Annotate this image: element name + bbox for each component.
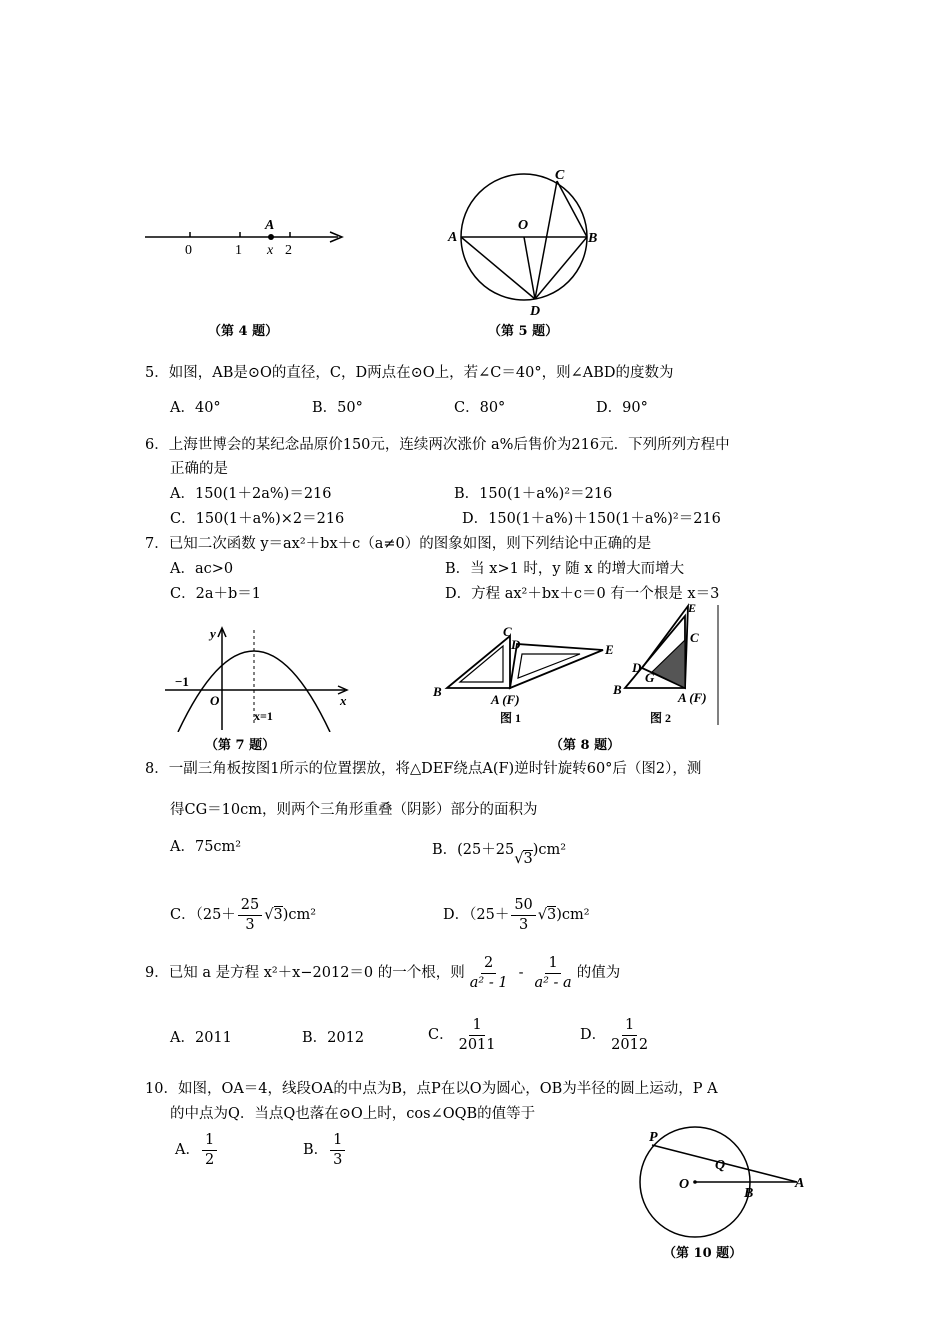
q9-c-numerator: 1	[469, 1018, 484, 1036]
q10-option-a	[175, 1133, 219, 1167]
q6-option-d: D．150(1＋a%)＋150(1＋a%)²＝216	[462, 511, 721, 527]
svg-text:C: C	[503, 624, 512, 639]
q6-option-c: C．150(1＋a%)×2＝216	[170, 511, 345, 527]
parabola-graph	[160, 620, 360, 732]
q8-stem-line2: 得CG＝10cm，则两个三角形重叠（阴影）部分的面积为	[170, 802, 538, 818]
figure-8-caption: （第 8 题）	[550, 738, 621, 753]
svg-text:A (F): A (F)	[678, 690, 707, 705]
q9-stem-prefix: 9．已知 a 是方程 x²＋x−2012＝0 的一个根，则	[145, 964, 465, 981]
q9-option-a: A．2011	[170, 1030, 232, 1046]
q8-d-denominator: 3	[518, 916, 529, 933]
q9-c-denominator: 2011	[458, 1036, 496, 1053]
q10-a-label: A．	[175, 1141, 200, 1158]
q7-stem: 7．已知二次函数 y＝ax²＋bx＋c（a≠0）的图象如图，则下列结论中正确的是	[145, 536, 652, 552]
triangle-boards-fig1	[425, 622, 620, 727]
q5-option-c: C．80°	[454, 400, 506, 416]
q10-b-fraction	[330, 1133, 345, 1167]
q9-minus: -	[518, 964, 524, 981]
svg-text:B: B	[433, 684, 442, 699]
svg-text:x=1: x=1	[254, 709, 273, 723]
circle-diagram	[445, 165, 605, 320]
q5-option-d: D．90°	[596, 400, 648, 416]
q9-fraction-1	[467, 956, 511, 990]
svg-text:E: E	[688, 601, 697, 615]
svg-text:P: P	[649, 1130, 658, 1145]
q8-c-denominator: 3	[245, 916, 255, 933]
svg-text:D: D	[511, 637, 521, 652]
svg-text:1: 1	[235, 243, 242, 258]
q9-c-label: C．	[428, 1026, 454, 1043]
q10-b-label: B．	[303, 1141, 329, 1158]
svg-text:O: O	[210, 693, 220, 708]
svg-text:x: x	[340, 693, 347, 708]
q8-option-d: D．（25＋ $\frac{50}{3}$ √3 )cm²	[443, 897, 590, 933]
triangle-boards-fig2	[610, 600, 725, 727]
q10-b-denominator: 3	[333, 1151, 343, 1168]
q8-stem-line1: 8．一副三角板按图1所示的位置摆放，将△DEF绕点A(F)逆时针旋转60°后（图2），测	[145, 761, 702, 777]
q7-option-c: C．2a＋b＝1	[170, 586, 261, 602]
q8-c-fraction	[238, 898, 262, 932]
svg-text:B: B	[613, 682, 622, 697]
q8-d-prefix: D．（25＋	[443, 906, 510, 923]
q9-d-denominator: 2012	[611, 1036, 649, 1053]
q9-f1-numerator: 2	[481, 956, 496, 974]
q9-f2-denominator: a² - a	[534, 974, 572, 991]
svg-text:2: 2	[285, 243, 292, 258]
figure-4	[140, 210, 360, 270]
q8-option-c: C．（25＋ $\frac{25}{3}$ √3 )cm²	[170, 897, 317, 933]
q9-option-b: B．2012	[302, 1030, 365, 1046]
figure-8-2	[610, 600, 725, 727]
q9-f2-numerator: 1	[545, 956, 560, 974]
q8-b-suffix: )cm²	[532, 842, 567, 858]
q8-c-radicand: 3	[273, 906, 283, 923]
q6-stem-line2: 正确的是	[170, 461, 228, 477]
q9-fraction-2	[531, 956, 574, 990]
q8-option-a: A．75cm²	[170, 839, 242, 855]
q8-b-radicand: 3	[523, 851, 533, 867]
svg-text:O: O	[679, 1177, 690, 1192]
figure-5-caption: （第 5 题）	[488, 324, 559, 339]
q10-a-fraction	[202, 1133, 217, 1167]
svg-text:D: D	[632, 660, 642, 675]
q10-a-denominator: 2	[204, 1151, 215, 1168]
q8-option-b: B．(25＋25√3)cm²	[432, 842, 567, 867]
q10-stem-line2: 的中点为Q．当点Q也落在⊙O上时，cos∠OQB的值等于	[170, 1106, 536, 1122]
q8-c-prefix: C．（25＋	[170, 906, 236, 923]
svg-text:0: 0	[185, 243, 192, 258]
svg-text:C: C	[690, 630, 699, 645]
svg-text:y: y	[210, 626, 216, 641]
svg-text:A: A	[448, 230, 458, 245]
figure-10-caption: （第 10 题）	[663, 1246, 743, 1261]
q5-option-a: A．40°	[170, 400, 221, 416]
number-line-diagram	[140, 210, 360, 270]
svg-text:图 2: 图 2	[650, 711, 672, 725]
q6-option-a: A．150(1＋2a%)＝216	[170, 486, 332, 502]
svg-text:B: B	[744, 1186, 754, 1201]
q9-d-label: D．	[580, 1026, 607, 1043]
q5-option-b: B．50°	[312, 400, 363, 416]
q6-option-b: B．150(1＋a%)²＝216	[454, 486, 613, 502]
q9-d-fraction	[608, 1018, 651, 1052]
q6-stem-line1: 6．上海世博会的某纪念品原价150元，连续两次涨价 a%后售价为216元．下列所列方程中	[145, 437, 730, 453]
q8-c-numerator: 25	[238, 898, 262, 916]
svg-text:G: G	[645, 670, 655, 685]
q8-d-numerator: 50	[511, 898, 535, 916]
figure-7	[160, 620, 360, 732]
svg-text:O: O	[518, 218, 529, 233]
q10-a-numerator: 1	[202, 1133, 217, 1151]
q10-stem-line1: 10．如图，OA＝4，线段OA的中点为B，点P在以O为圆心，OB为半径的圆上运动，P A	[145, 1081, 718, 1097]
svg-text:A (F): A (F)	[491, 692, 520, 707]
q7-option-b: B．当 x>1 时，y 随 x 的增大而增大	[445, 561, 685, 577]
svg-text:D: D	[530, 304, 541, 319]
q9-stem	[145, 956, 620, 990]
q7-option-d: D．方程 ax²＋bx＋c＝0 有一个根是 x＝3	[445, 586, 720, 602]
q8-d-suffix: )cm²	[556, 906, 590, 923]
svg-text:−1: −1	[175, 674, 189, 689]
q9-d-numerator: 1	[622, 1018, 637, 1036]
q9-option-d	[580, 1018, 653, 1052]
q9-c-fraction	[456, 1018, 499, 1052]
svg-text:图 1: 图 1	[500, 711, 522, 725]
svg-text:x: x	[267, 243, 274, 258]
q9-stem-suffix: 的值为	[576, 964, 621, 981]
svg-text:B: B	[588, 231, 598, 246]
svg-text:A: A	[265, 218, 275, 233]
q8-d-radicand: 3	[547, 906, 557, 923]
q7-option-a: A．ac>0	[170, 561, 234, 577]
svg-text:E: E	[605, 642, 614, 657]
svg-text:C: C	[555, 168, 565, 183]
figure-7-caption: （第 7 题）	[205, 738, 276, 753]
circle-segment-diagram	[635, 1125, 815, 1240]
q8-b-prefix: B．(25＋25	[432, 842, 515, 858]
q10-b-numerator: 1	[330, 1133, 345, 1151]
svg-text:A: A	[795, 1176, 805, 1191]
q9-f1-denominator: a² - 1	[469, 974, 508, 991]
figure-10	[635, 1125, 815, 1240]
q10-option-b	[303, 1133, 347, 1167]
q8-c-suffix: )cm²	[282, 906, 317, 923]
figure-4-caption: （第 4 题）	[208, 324, 279, 339]
svg-text:Q: Q	[715, 1158, 726, 1173]
q5-stem: 5．如图，AB是⊙O的直径，C，D两点在⊙O上，若∠C＝40°，则∠ABD的度数为	[145, 365, 674, 381]
q8-d-fraction	[511, 898, 535, 932]
figure-8-1	[425, 622, 620, 727]
figure-5	[445, 165, 605, 320]
q9-option-c	[428, 1018, 501, 1052]
